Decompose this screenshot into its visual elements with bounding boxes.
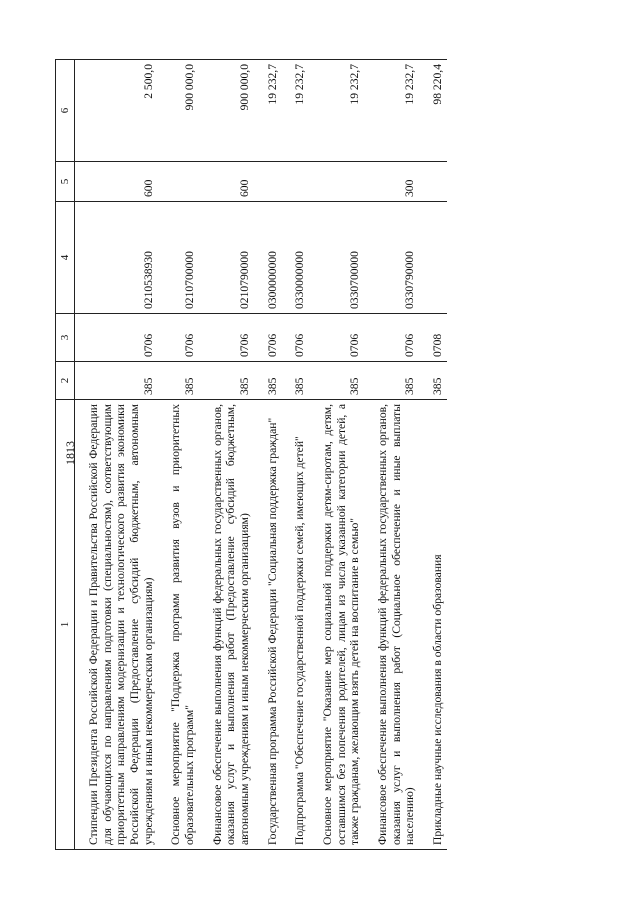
column-number-4: 4 xyxy=(56,202,75,314)
spacer-row xyxy=(75,60,86,850)
target-code: 0330790000 xyxy=(374,202,419,314)
column-number-3: 3 xyxy=(56,314,75,362)
ministry-code: 385 xyxy=(209,362,254,400)
ministry-code: 385 xyxy=(85,362,157,400)
ministry-code: 385 xyxy=(429,362,447,400)
row-name: Прикладные научные исследования в области образования xyxy=(429,400,447,850)
page-number: 1813 xyxy=(63,441,77,465)
table-body xyxy=(75,60,447,850)
section-code: 0706 xyxy=(167,314,198,362)
target-code: 0330000000 xyxy=(291,202,309,314)
amount: 19 232,7 xyxy=(291,60,309,162)
row-name: Основное мероприятие "Оказание мер социальной поддержки детям-сиротам, детям, оставшимся без попечения родителей, лицам из числа указанной категории детей, а также гражданам, желающим взять детей на воспитание в семью" xyxy=(319,400,364,850)
target-code: 0300000000 xyxy=(264,202,282,314)
table-row xyxy=(291,60,309,850)
table-row xyxy=(167,60,198,850)
target-code xyxy=(429,202,447,314)
target-code: 0330700000 xyxy=(319,202,364,314)
expense-type-code xyxy=(291,162,309,202)
table-header xyxy=(56,60,75,850)
target-code: 0210790000 xyxy=(209,202,254,314)
section-code: 0706 xyxy=(209,314,254,362)
row-name: Основное мероприятие "Поддержка программ развития вузов и приоритетных образовательных программ" xyxy=(167,400,198,850)
table-row xyxy=(85,60,157,850)
amount: 19 232,7 xyxy=(374,60,419,162)
budget-table xyxy=(55,59,447,850)
spacer-row xyxy=(199,60,209,850)
row-name: Финансовое обеспечение выполнения функций федеральных государственных органов, оказания услуг и выполнения работ (Предоставление субсидий бюджетным, автономным учреждениям и иным некоммерческим организациям) xyxy=(209,400,254,850)
amount: 19 232,7 xyxy=(264,60,282,162)
expense-type-code: 300 xyxy=(374,162,419,202)
amount: 19 232,7 xyxy=(319,60,364,162)
target-code: 0210538930 xyxy=(85,202,157,314)
section-code: 0708 xyxy=(429,314,447,362)
amount: 900 000,0 xyxy=(167,60,198,162)
expense-type-code xyxy=(167,162,198,202)
section-code: 0706 xyxy=(319,314,364,362)
column-number-2: 2 xyxy=(56,362,75,400)
ministry-code: 385 xyxy=(319,362,364,400)
table-row xyxy=(374,60,419,850)
section-code: 0706 xyxy=(291,314,309,362)
column-number-5: 5 xyxy=(56,162,75,202)
column-number-1: 1 xyxy=(56,400,75,850)
ministry-code: 385 xyxy=(264,362,282,400)
spacer-row xyxy=(281,60,291,850)
spacer-row xyxy=(364,60,374,850)
expense-type-code xyxy=(264,162,282,202)
amount: 98 220,4 xyxy=(429,60,447,162)
rotated-table-sheet xyxy=(55,60,575,850)
expense-type-code: 600 xyxy=(209,162,254,202)
ministry-code: 385 xyxy=(167,362,198,400)
spacer-row xyxy=(157,60,167,850)
section-code: 0706 xyxy=(374,314,419,362)
spacer-row xyxy=(309,60,319,850)
expense-type-code xyxy=(429,162,447,202)
table-row xyxy=(264,60,282,850)
row-name: Финансовое обеспечение выполнения функций федеральных государственных органов, оказания услуг и выполнения работ (Социальное обеспечение и иные выплаты населению) xyxy=(374,400,419,850)
table-row xyxy=(429,60,447,850)
header-row xyxy=(56,60,75,850)
table-row xyxy=(319,60,364,850)
column-number-6: 6 xyxy=(56,60,75,162)
table-row xyxy=(209,60,254,850)
spacer-row xyxy=(254,60,264,850)
ministry-code: 385 xyxy=(374,362,419,400)
amount: 900 000,0 xyxy=(209,60,254,162)
ministry-code: 385 xyxy=(291,362,309,400)
section-code: 0706 xyxy=(264,314,282,362)
row-name: Стипендии Президента Российской Федерации и Правительства Российской Федерации для обучающихся по направлениям подготовки (специальностям), соответствующим приоритетным направлениям модернизации и технологического развития экономики Российской Федерации (Предоставление субсидий бюджетным, автономным учреждениям и иным некоммерческим организациям) xyxy=(85,400,157,850)
target-code: 0210700000 xyxy=(167,202,198,314)
row-name: Государственная программа Российской Федерации "Социальная поддержка граждан" xyxy=(264,400,282,850)
expense-type-code xyxy=(319,162,364,202)
spacer-row xyxy=(419,60,429,850)
amount: 2 500,0 xyxy=(85,60,157,162)
expense-type-code: 600 xyxy=(85,162,157,202)
section-code: 0706 xyxy=(85,314,157,362)
row-name: Подпрограмма "Обеспечение государственной поддержки семей, имеющих детей" xyxy=(291,400,309,850)
